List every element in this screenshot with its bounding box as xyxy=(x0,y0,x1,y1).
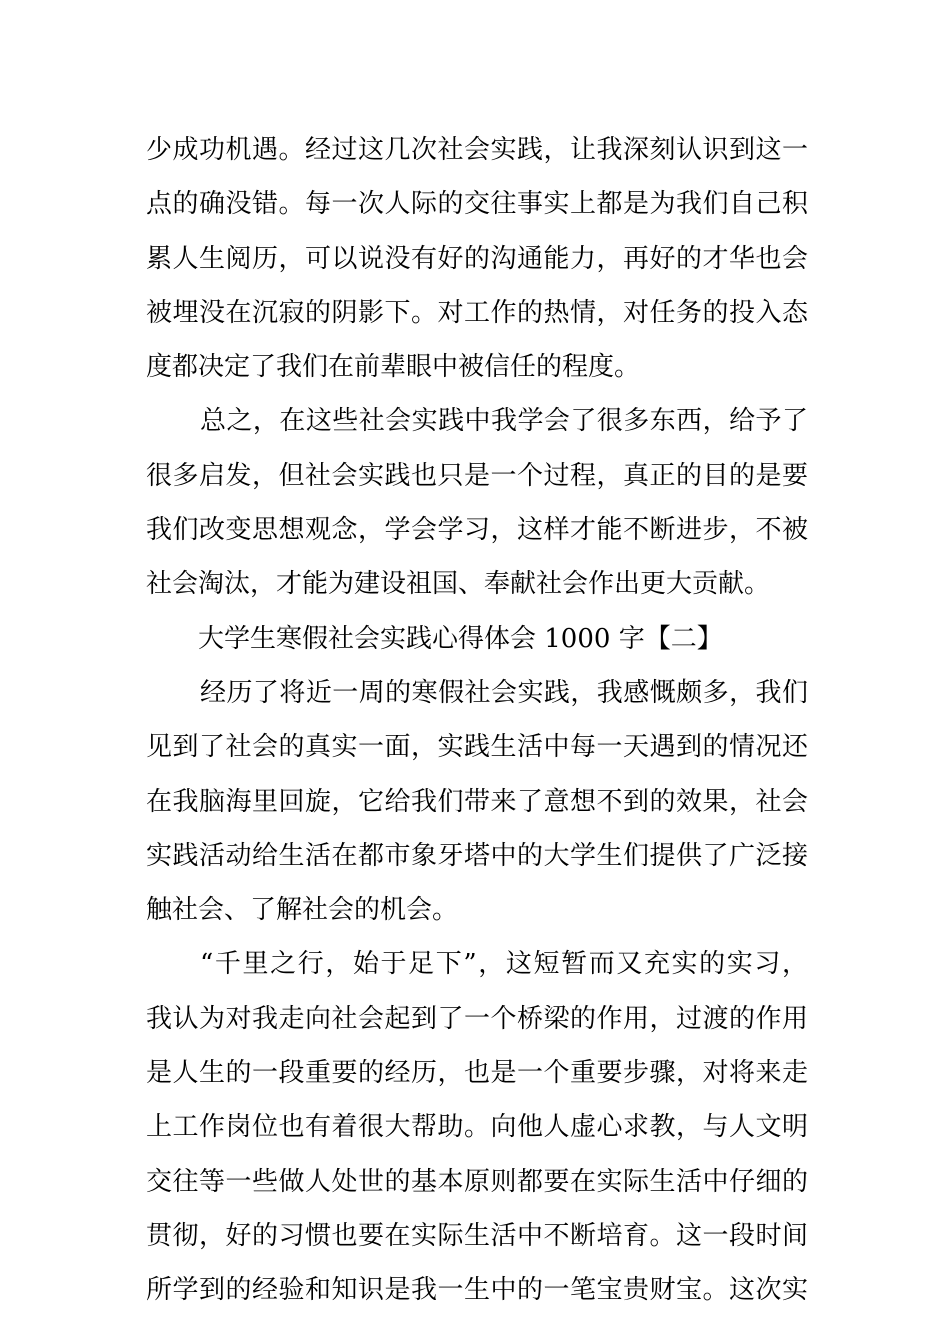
text-line: 少成功机遇。经过这几次社会实践，让我深刻认识到这一 xyxy=(146,135,808,165)
text-line: 经历了将近一周的寒假社会实践，我感慨颇多，我们 xyxy=(200,677,808,708)
section-heading xyxy=(146,612,808,666)
text-line: 我们改变思想观念，学会学习，这样才能不断进步，不被 xyxy=(146,515,808,546)
document-body xyxy=(146,123,808,1318)
text-line: 是人生的一段重要的经历，也是一个重要步骤，对将来走 xyxy=(146,1058,808,1089)
text-line: 见到了社会的真实一面，实践生活中每一天遇到的情况还 xyxy=(146,732,808,763)
text-line: 被埋没在沉寂的阴影下。对工作的热情，对任务的投入态 xyxy=(146,297,808,328)
text-line: 度都决定了我们在前辈眼中被信任的程度。 xyxy=(146,352,641,383)
text-line: 社会淘汰，才能为建设祖国、奉献社会作出更大贡献。 xyxy=(146,569,771,600)
text-line: 上工作岗位也有着很大帮助。向他人虚心求教，与人文明 xyxy=(146,1112,808,1143)
paragraph xyxy=(146,123,808,394)
text-line: 所学到的经验和知识是我一生中的一笔宝贵财宝。这次实 xyxy=(146,1275,808,1306)
paragraph xyxy=(146,666,808,937)
paragraph xyxy=(146,394,808,611)
text-line: 很多启发，但社会实践也只是一个过程，真正的目的是要 xyxy=(146,460,808,491)
text-line: 触社会、了解社会的机会。 xyxy=(146,895,459,926)
paragraph xyxy=(146,937,808,1317)
text-line: 贯彻，好的习惯也要在实际生活中不断培育。这一段时间 xyxy=(146,1220,808,1251)
text-line: 累人生阅历，可以说没有好的沟通能力，再好的才华也会 xyxy=(146,243,808,274)
text-line: 总之，在这些社会实践中我学会了很多东西，给予了 xyxy=(200,406,808,437)
text-line: 点的确没错。每一次人际的交往事实上都是为我们自己积 xyxy=(146,189,808,220)
text-line: 我认为对我走向社会起到了一个桥梁的作用，过渡的作用 xyxy=(146,1003,808,1034)
text-line: “千里之行，始于足下”，这短暂而又充实的实习， xyxy=(200,949,808,980)
text-line: 实践活动给生活在都市象牙塔中的大学生们提供了广泛接 xyxy=(146,840,808,871)
text-line: 在我脑海里回旋，它给我们带来了意想不到的效果，社会 xyxy=(146,786,808,817)
text-line: 交往等一些做人处世的基本原则都要在实际生活中仔细的 xyxy=(146,1166,808,1197)
section-heading-text: 大学生寒假社会实践心得体会 1000 字【二】 xyxy=(198,623,723,654)
